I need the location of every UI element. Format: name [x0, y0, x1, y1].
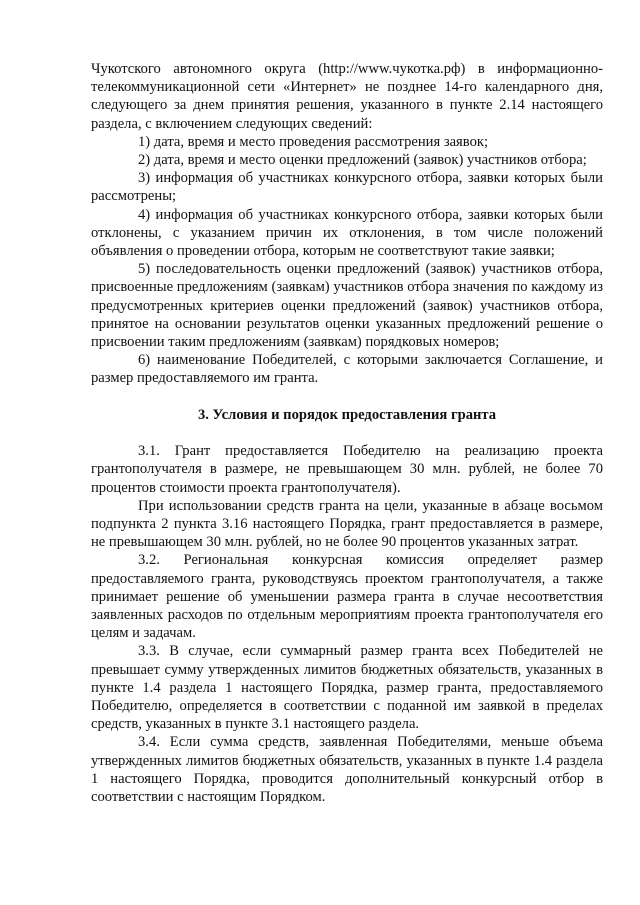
list-item-5: 5) последовательность оценки предложений (заявок) участников отбора, присвоенные предложениям (заявкам) участников отбора значения по каждому из предусмотренных критериев оценки предложений (заявок) участников отбора, принятое на основании результатов оценки указанных предложений решение о присвоении таким предложениям (заявкам) порядковых номеров;	[91, 261, 603, 351]
list-item-3: 3) информация об участниках конкурсного отбора, заявки которых были рассмотрены;	[91, 170, 603, 205]
spacer	[91, 388, 603, 406]
list-item-2: 2) дата, время и место оценки предложений (заявок) участников отбора;	[138, 152, 587, 169]
spacer	[91, 424, 603, 442]
section-heading: 3. Условия и порядок предоставления гранта	[197, 406, 497, 423]
list-item-6: 6) наименование Победителей, с которыми заключается Соглашение, и размер предоставляемого им гранта.	[91, 352, 603, 387]
list-item-1: 1) дата, время и место проведения рассмотрения заявок;	[138, 133, 489, 150]
paragraph-3-3: 3.3. В случае, если суммарный размер гранта всех Победителей не превышает сумму утвержденных лимитов бюджетных обязательств, указанных в пункте 1.4 раздела 1 настоящего Порядка, размер гранта, предоставляемого Победителю, определяется в соответствии с поданной им заявкой в пределах средств, указанных в пункте 3.1 настоящего раздела.	[91, 643, 603, 733]
list-item-4: 4) информация об участниках конкурсного отбора, заявки которых были отклонены, с указанием причин их отклонения, в том числе положений объявления о проведении отбора, которым не соответствуют такие заявки;	[91, 206, 603, 260]
paragraph-3-1: 3.1. Грант предоставляется Победителю на реализацию проекта грантополучателя в размере, не превышающем 30 млн. рублей, не более 70 процентов стоимости проекта грантополучателя).	[91, 443, 603, 496]
document-page	[91, 60, 603, 806]
paragraph-3-2: 3.2. Региональная конкурсная комиссия определяет размер предоставляемого гранта, руководствуясь проектом грантополучателя, а также принимает решение об уменьшении размера гранта в случае несоответствия заявленных расходов по отдельным мероприятиям проекта грантополучателя его целям и задачам.	[91, 552, 603, 642]
intro-paragraph: Чукотского автономного округа (http://www.чукотка.рф) в информационно-телекоммуникационной сети «Интернет» не позднее 14-го календарного дня, следующего за днем принятия решения, указанного в пункте 2.14 настоящего раздела, с включением следующих сведений:	[91, 61, 603, 132]
paragraph-3-4: 3.4. Если сумма средств, заявленная Победителями, меньше объема утвержденных лимитов бюджетных обязательств, указанных в пункте 1.4 раздела 1 настоящего Порядка, проводится дополнительный конкурсный отбор в соответствии с настоящим Порядком.	[91, 734, 603, 806]
paragraph-3-1-continued: При использовании средств гранта на цели, указанные в абзаце восьмом подпункта 2 пункта 3.16 настоящего Порядка, грант предоставляется в размере, не превышающем 30 млн. рублей, но не более 90 процентов указанных затрат.	[91, 497, 603, 551]
